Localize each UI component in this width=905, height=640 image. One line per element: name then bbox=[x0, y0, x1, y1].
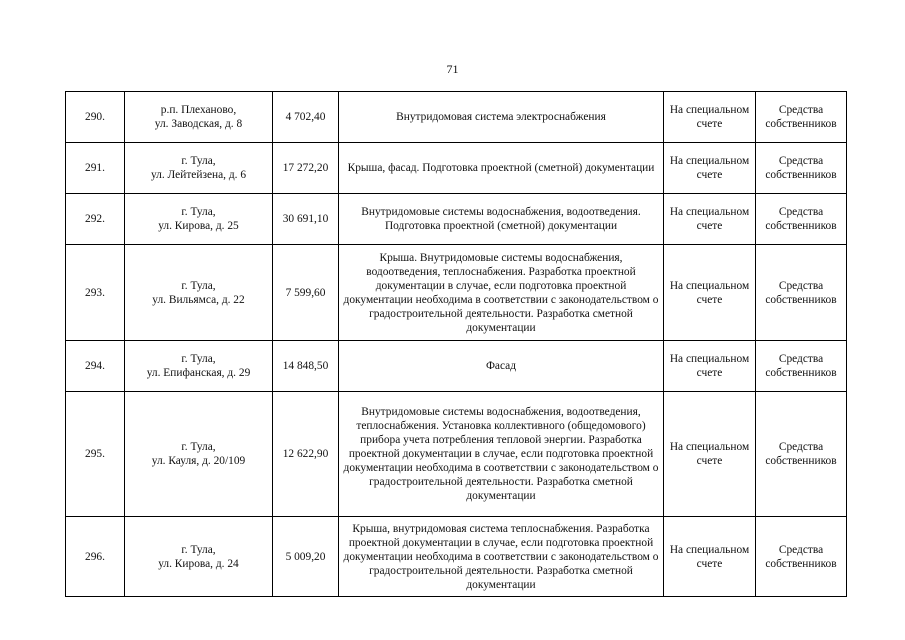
address-locality: г. Тула, bbox=[181, 279, 216, 292]
address-locality: г. Тула, bbox=[181, 543, 216, 556]
cost-cell: 14 848,50 bbox=[273, 341, 339, 392]
row-number: 291. bbox=[66, 143, 125, 194]
address-locality: р.п. Плеханово, bbox=[160, 104, 237, 116]
table-row bbox=[66, 194, 847, 245]
cost-cell: 17 272,20 bbox=[273, 143, 339, 194]
funding-cell: Средства собственников bbox=[756, 245, 847, 341]
address-cell bbox=[125, 92, 273, 143]
work-description-cell: Внутридомовые системы водоснабжения, водоотведения. Подготовка проектной (сметной) документации bbox=[339, 194, 664, 245]
address-street: ул. Лейтейзена, д. 6 bbox=[150, 169, 247, 181]
address-street: ул. Заводская, д. 8 bbox=[154, 118, 243, 130]
address-street: ул. Епифанская, д. 29 bbox=[146, 367, 251, 379]
address-street: ул. Кирова, д. 24 bbox=[158, 557, 239, 570]
cost-cell: 5 009,20 bbox=[273, 517, 339, 597]
funding-cell: Средства собственников bbox=[756, 194, 847, 245]
account-cell: На специальном счете bbox=[664, 517, 756, 597]
row-number: 295. bbox=[66, 392, 125, 517]
page-number: 71 bbox=[446, 62, 459, 76]
address-cell bbox=[125, 392, 273, 517]
work-description-cell: Крыша, внутридомовая система теплоснабжения. Разработка проектной документации в случае, если подготовка проектной документации необходима в соответствии с законодательством о градостроительной деятельности. Разработка сметной документации bbox=[339, 517, 664, 597]
account-cell: На специальном счете bbox=[664, 143, 756, 194]
address-locality: г. Тула, bbox=[181, 155, 216, 167]
address-street: ул. Вильямса, д. 22 bbox=[152, 293, 245, 306]
account-cell: На специальном счете bbox=[664, 245, 756, 341]
work-description-cell: Крыша, фасад. Подготовка проектной (сметной) документации bbox=[339, 143, 664, 194]
address-street: ул. Кауля, д. 20/109 bbox=[151, 455, 246, 467]
work-description-cell: Внутридомовые системы водоснабжения, водоотведения, теплоснабжения. Установка коллективного (общедомового) прибора учета потребления тепловой энергии. Разработка проектной документации в случае, если подготовка проектной документации необходима в соответствии с законодательством о градостроительной деятельности. Разработка сметной документации bbox=[339, 392, 664, 517]
address-cell bbox=[125, 341, 273, 392]
work-description-cell: Внутридомовая система электроснабжения bbox=[339, 92, 664, 143]
funding-cell: Средства собственников bbox=[756, 143, 847, 194]
row-number: 290. bbox=[66, 92, 125, 143]
row-number: 296. bbox=[66, 517, 125, 597]
funding-cell: Средства собственников bbox=[756, 92, 847, 143]
table-row bbox=[66, 245, 847, 341]
row-number: 294. bbox=[66, 341, 125, 392]
address-cell bbox=[125, 143, 273, 194]
row-number: 292. bbox=[66, 194, 125, 245]
table-row bbox=[66, 92, 847, 143]
funding-cell: Средства собственников bbox=[756, 392, 847, 517]
address-locality: г. Тула, bbox=[181, 206, 216, 218]
account-cell: На специальном счете bbox=[664, 341, 756, 392]
account-cell: На специальном счете bbox=[664, 392, 756, 517]
repair-registry-table bbox=[65, 91, 847, 597]
row-number: 293. bbox=[66, 245, 125, 341]
address-street: ул. Кирова, д. 25 bbox=[158, 220, 239, 232]
address-locality: г. Тула, bbox=[181, 441, 216, 453]
table-row bbox=[66, 143, 847, 194]
address-cell bbox=[125, 245, 273, 341]
address-cell bbox=[125, 517, 273, 597]
account-cell: На специальном счете bbox=[664, 194, 756, 245]
cost-cell: 30 691,10 bbox=[273, 194, 339, 245]
cost-cell: 12 622,90 bbox=[273, 392, 339, 517]
work-description-cell: Крыша. Внутридомовые системы водоснабжения, водоотведения, теплоснабжения. Разработка проектной документации в случае, если подготовка проектной документации необходима в соответствии с законодательством о градостроительной деятельности. Разработка сметной документации bbox=[339, 245, 664, 341]
funding-cell: Средства собственников bbox=[756, 341, 847, 392]
table-row bbox=[66, 517, 847, 597]
table-row bbox=[66, 341, 847, 392]
work-description-cell: Фасад bbox=[339, 341, 664, 392]
funding-cell: Средства собственников bbox=[756, 517, 847, 597]
table-row bbox=[66, 392, 847, 517]
cost-cell: 4 702,40 bbox=[273, 92, 339, 143]
address-cell bbox=[125, 194, 273, 245]
cost-cell: 7 599,60 bbox=[273, 245, 339, 341]
address-locality: г. Тула, bbox=[181, 353, 216, 365]
account-cell: На специальном счете bbox=[664, 92, 756, 143]
